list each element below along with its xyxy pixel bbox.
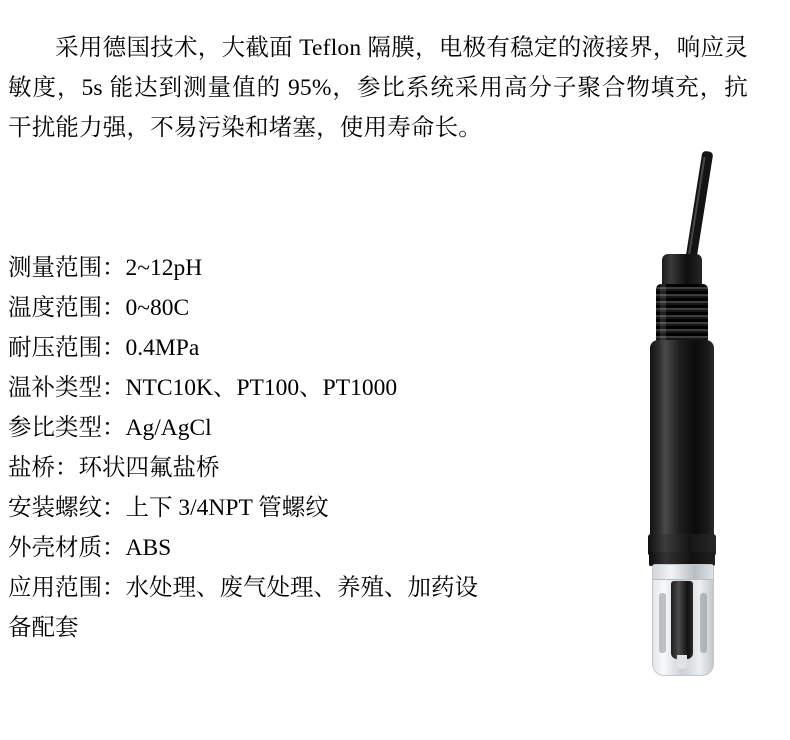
spec-row [8,248,608,288]
spec-label-housing-material: 外壳材质： [8,535,126,561]
spec-row [8,368,608,408]
spec-row [8,528,608,568]
electrode-glass-tip [677,655,687,669]
intro-text: 采用德国技术，大截面 Teflon 隔膜，电极有稳定的液接界，响应灵敏度，5s 能达到测量值的 95%，参比系统采用高分子聚合物填充，抗干扰能力强，不易污染和堵塞，使用寿命长。 [8,34,748,141]
threaded-neck [656,284,708,344]
spec-value-mounting-thread: 上下 3/4NPT 管螺纹 [125,495,329,521]
spec-label-application-range: 应用范围： [8,575,126,601]
clear-sensor-guard [652,564,714,676]
guard-slot [659,593,666,653]
cable [684,151,713,269]
spec-label-measuring-range: 测量范围： [8,255,126,281]
spec-label-salt-bridge: 盐桥： [8,455,79,481]
intro-paragraph [8,28,748,148]
product-image-alt [600,150,601,151]
spec-value-reference-type: Ag/AgCl [125,415,212,441]
spec-label-pressure-range: 耐压范围： [8,335,126,361]
guard-slot [700,593,707,653]
cable-highlight [688,157,706,256]
ph-electrode-product-image [600,150,790,680]
spec-label-mounting-thread: 安装螺纹： [8,495,126,521]
probe-body [650,340,714,540]
spec-label-temperature-range: 温度范围： [8,295,126,321]
spec-value-pressure-range: 0.4MPa [125,335,200,361]
spec-label-reference-type: 参比类型： [8,415,126,441]
spec-row [8,488,608,528]
spec-row [8,328,608,368]
spec-label-temp-compensation: 温补类型： [8,375,126,401]
spec-value-application-range: 水处理、废气处理、养殖、加药设备配套 [8,575,478,641]
spec-value-salt-bridge: 环状四氟盐桥 [78,455,220,481]
guard-collar [653,565,713,580]
spec-value-temperature-range: 0~80C [125,295,190,321]
specification-list [8,248,608,648]
spec-row [8,288,608,328]
spec-value-housing-material: ABS [125,535,172,561]
spec-row [8,408,608,448]
spec-row [8,448,608,488]
spec-value-temp-compensation: NTC10K、PT100、PT1000 [125,375,398,401]
spec-value-measuring-range: 2~12pH [125,255,203,281]
cable-gland [662,254,702,288]
spec-row [8,568,478,648]
inner-electrode [671,581,693,659]
